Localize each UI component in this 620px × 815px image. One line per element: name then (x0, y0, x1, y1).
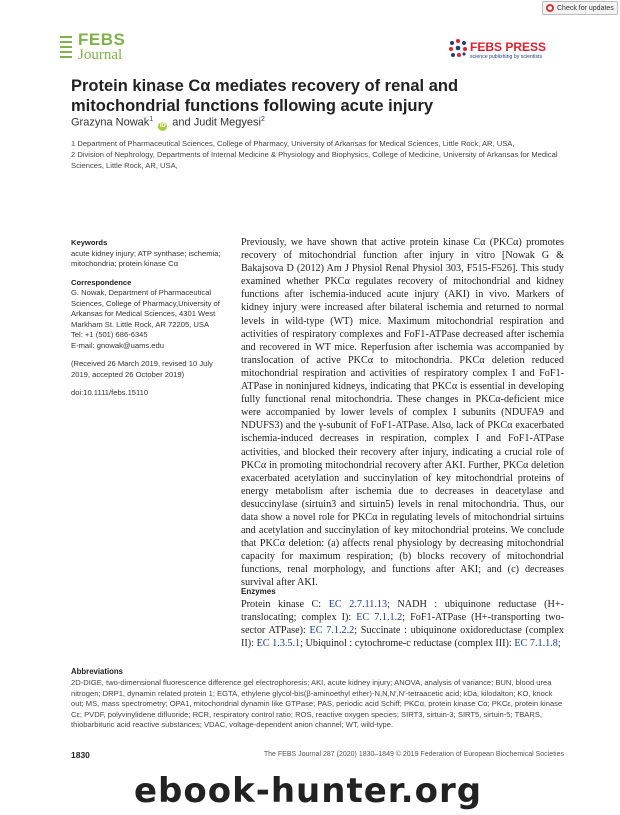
enzyme-text: ; NADH : ubiquinone reductase (H+-translocating; complex I): (241, 599, 564, 624)
enzyme-text: ; Succinate : ubiquinone oxidoreductase (complex II): (241, 625, 564, 650)
febs-journal-logo (60, 30, 138, 66)
enzyme-text: Protein kinase C: (241, 599, 329, 610)
correspondence-email[interactable]: E-mail: gnowak@uams.edu (71, 340, 164, 350)
ec-link[interactable]: EC 7.1.2.2 (309, 625, 355, 637)
correspondence-line: Markham St. Little Rock, AR 72205, USA (71, 319, 210, 329)
logo-stripe (60, 46, 72, 48)
journal-logo-sub: Journal (78, 47, 123, 63)
correspondence-line: Arkansas for Medical Sciences, 4301 West (71, 309, 216, 318)
article-sidebar (71, 238, 231, 399)
logo-stripe (60, 36, 72, 38)
journal-logo-name: FEBS (78, 30, 126, 49)
ec-link[interactable]: EC 1.3.5.1 (256, 638, 301, 650)
author-name: Grazyna Nowak (71, 116, 150, 129)
page-number: 1830 (71, 750, 90, 760)
doi-link[interactable]: doi:10.1111/febs.15110 (71, 388, 149, 397)
orcid-icon[interactable]: iD (159, 122, 166, 129)
ec-link[interactable]: EC 7.1.1.8 (514, 638, 558, 650)
enzymes-text (241, 598, 564, 650)
check-for-updates-label: Check for updates (557, 4, 614, 12)
correspondence-line: G. Nowak, Department of Pharmaceutical (71, 288, 212, 297)
publisher-name: FEBS PRESS (470, 40, 547, 54)
footer-citation: The FEBS Journal 287 (2020) 1830–1849 © 2019 Federation of European Biochemical Societies (263, 751, 564, 758)
publisher-tagline: science publishing by scientists (470, 54, 543, 60)
author-list (71, 116, 265, 131)
received-dates: (Received 26 March 2019, revised 10 July 2019, accepted 26 October 2019) (71, 359, 213, 379)
enzyme-text: ; Ubiquinol : cytochrome-c reductase (complex III): (300, 638, 515, 650)
affiliation-marker: 2 (260, 116, 265, 123)
correspondence-line: Sciences, College of Pharmacy,University of (71, 298, 220, 308)
crossmark-icon (546, 4, 554, 12)
correspondence-line: Tel: +1 (501) 686-6345 (71, 330, 148, 339)
enzyme-text: ; FoF1-ATPase (H+-transporting two-sector ATPase): (241, 612, 564, 637)
abbreviations-text: 2D-DIGE, two-dimensional fluorescence difference gel electrophoresis; AKI, acute kidney injury; ANOVA, analysis of variance; BUN, blood urea nitrogen; DRP1, dynamin related protein 1; EGTA, ethylene glycol-bis(β-aminoethyl ether)-N,N,N′,N′-tetraacetic acid; kDa, kilodalton; KO, knock out; MS, mass spectrometry; OPA1, mitochondrial dynamin like GTPase; PAS, periodic acid Schiff; PKCα, protein kinase Cα; PKCε, protein kinase Cε; PVDF, polyvinylidene difluoride; RCR, respiratory control ratio; ROS, reactive oxygen species; SIRT3, sirtuin-3; SIRT5, sirtuin-5; TBARS, thiobarbituric acid reactive substances; VDAC, voltage-dependent anion channel; WT, wild-type. (71, 678, 563, 730)
keywords-text: acute kidney injury; ATP synthase; ischemia; mitochondria; protein kinase Cα (71, 248, 221, 268)
ec-link[interactable]: EC 7.1.1.2 (356, 612, 403, 624)
correspondence-heading: Correspondence (71, 277, 132, 287)
febs-press-logo (448, 38, 560, 64)
affiliations (71, 138, 561, 171)
author-name: and Judit Megyesi (172, 116, 261, 129)
article-title: Protein kinase Cα mediates recovery of renal and mitochondrial functions following acute injury (71, 77, 459, 115)
logo-stripe (60, 51, 72, 53)
check-for-updates-button[interactable] (542, 1, 618, 15)
ec-link[interactable]: EC 2.7.11.13 (328, 599, 388, 610)
abstract-text: Previously, we have shown that active protein kinase Cα (PKCα) promotes recovery of mitochondrial function after injury in vitro [Nowak G & Bakajsova D (2012) Am J Physiol Renal Physiol 303, F515-F526]. This study examined whether PKCα regulates recovery of mitochondrial and kidney functions after ischemia-induced acute injury (AKI) in vivo. Markers of kidney injury were increased after bilateral ischemia and returned to normal levels in wild-type (WT) mice. Maximum mitochondrial respiration and activities of respiratory complexes and FoF1-ATPase decreased after ischemia and recovered in WT mice. Reperfusion after ischemia was accompanied by translocation of active PKCα to mitochondria. PKCα deletion reduced mitochondrial respiration and activities of respiratory complex I and FoF1-ATPase in noninjured kidneys, indicating that PKCα is essential in developing fully functional renal mitochondria. These changes in PKCα-deficient mice were accompanied by lower levels of complex I subunits (NDUFA9 and NDUFS3) and the γ-subunit of FoF1-ATPase. Also, lack of PKCα exacerbated ischemia-induced decreases in respiration, complex I and FoF1-ATPase activities, and blocked their recovery after injury, indicating a crucial role of PKCα in promoting mitochondrial recovery after AKI. Further, PKCα deletion exacerbated acetylation and succinylation of key mitochondrial proteins of energy metabolism after ischemia due to decreases in deacetylase and desuccinylase (sirtuin3 and sirtuin5) levels in renal mitochondria. Thus, our data show a novel role for PKCα in regulating levels of mitochondrial sirtuins and acetylation and succinylation of key mitochondrial proteins. We conclude that PKCα deletion: (a) affects renal physiology by decreasing mitochondrial capacity for maximum respiration; (b) blocks recovery of mitochondrial functions, renal morphology, and functions after AKI; and (c) decreases survival after AKI. (241, 237, 564, 589)
logo-stripe (60, 41, 72, 43)
watermark-text: ebook-hunter.org (134, 771, 483, 811)
keywords-heading: Keywords (71, 238, 108, 247)
affiliation: 2 Division of Nephrology, Departments of Internal Medicine & Physiology and Biophysics, College of Medicine, University of Arkansas for Medical Sciences, Little Rock, AR, USA, (71, 150, 558, 170)
enzyme-text: ; (557, 638, 561, 650)
abbreviations-heading: Abbreviations (71, 667, 123, 676)
febs-press-dots-icon (448, 38, 468, 58)
affiliation: 1 Department of Pharmaceutical Sciences, College of Pharmacy, University of Arkansas for Medical Sciences, Little Rock, AR, USA, (71, 139, 515, 148)
enzymes-heading: Enzymes (241, 587, 276, 596)
affiliation-marker: 1 (149, 116, 154, 123)
logo-stripe (60, 56, 72, 58)
